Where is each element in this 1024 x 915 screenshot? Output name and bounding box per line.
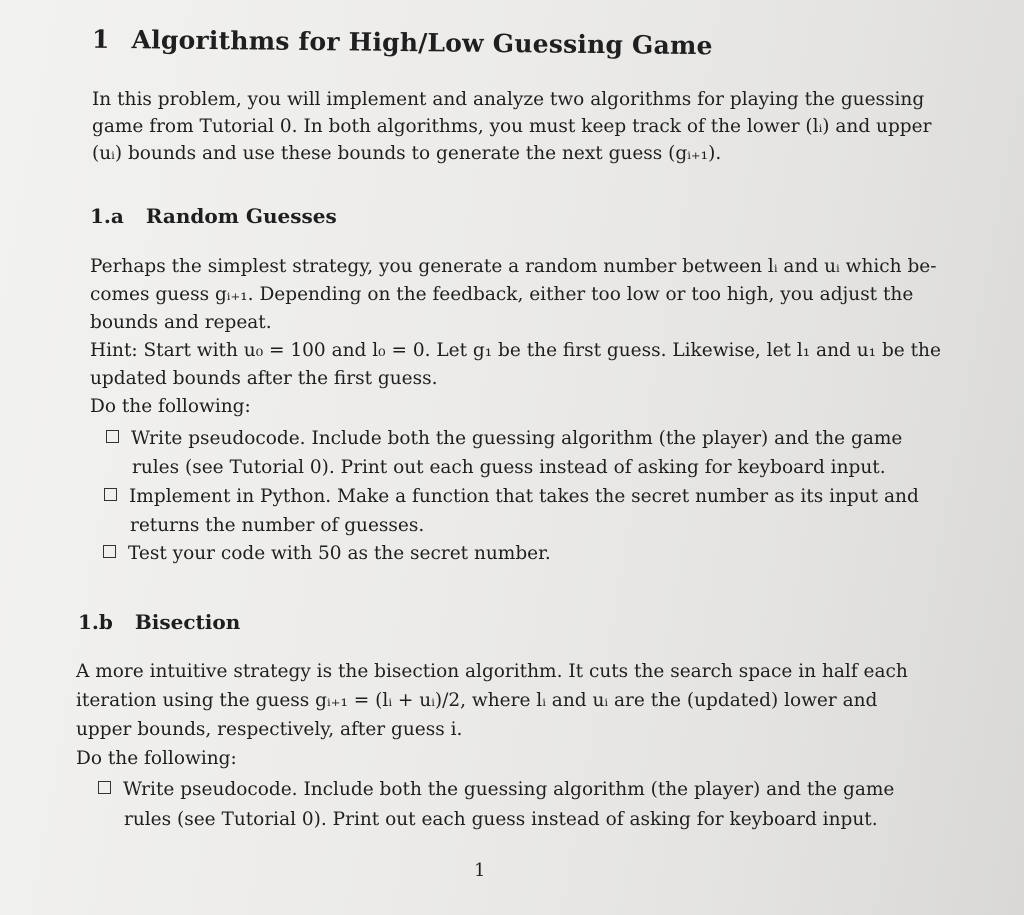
task-text: Write pseudocode. Include both the guessing algorithm (the player) and the game <box>123 779 895 800</box>
subsection-a-title: Random Guesses <box>145 204 337 228</box>
paragraph-line: A more intuitive strategy is the bisection algorithm. It cuts the search space in half each <box>76 661 908 682</box>
intro-paragraph <box>92 86 932 167</box>
subsection-a-paragraph <box>90 253 941 421</box>
section-title: Algorithms for High/Low Guessing Game <box>131 25 713 61</box>
task-item <box>98 775 894 835</box>
paragraph-line: bounds and repeat. <box>90 312 272 333</box>
task-text-continued: rules (see Tutorial 0). Print out each guess instead of asking for keyboard input. <box>124 809 878 830</box>
subsection-b-heading <box>78 610 240 634</box>
task-text-continued: returns the number of guesses. <box>130 515 425 536</box>
checkbox-icon <box>98 781 111 794</box>
intro-line: In this problem, you will implement and analyze two algorithms for playing the guessing <box>92 89 925 110</box>
task-item <box>104 482 919 540</box>
subsection-a-number: 1.a <box>90 204 124 228</box>
intro-line: game from Tutorial 0. In both algorithms, you must keep track of the lower (lᵢ) and upper <box>92 116 932 137</box>
task-text: Write pseudocode. Include both the guessing algorithm (the player) and the game <box>131 428 903 449</box>
subsection-b-number: 1.b <box>78 610 113 634</box>
checkbox-icon <box>103 545 116 558</box>
section-heading <box>92 25 713 60</box>
paragraph-line: upper bounds, respectively, after guess i. <box>76 719 463 740</box>
task-text: Implement in Python. Make a function that takes the secret number as its input and <box>129 486 919 507</box>
checkbox-icon <box>106 430 119 443</box>
task-text-continued: rules (see Tutorial 0). Print out each guess instead of asking for keyboard input. <box>132 457 886 478</box>
subsection-b-paragraph <box>76 657 908 773</box>
instruction-line: Do the following: <box>90 396 251 417</box>
section-number: 1 <box>91 24 110 54</box>
instruction-line: Do the following: <box>76 748 237 769</box>
task-item <box>103 539 551 568</box>
intro-line: (uᵢ) bounds and use these bounds to generate the next guess (gᵢ₊₁). <box>92 143 722 164</box>
subsection-a-heading <box>90 204 337 228</box>
hint-line: updated bounds after the first guess. <box>90 368 438 389</box>
checkbox-icon <box>104 488 117 501</box>
paragraph-line: iteration using the guess gᵢ₊₁ = (lᵢ + uᵢ)/2, where lᵢ and uᵢ are the (updated) lower and <box>76 690 878 711</box>
page-number: 1 <box>474 860 486 881</box>
hint-line: Hint: Start with u₀ = 100 and l₀ = 0. Let g₁ be the first guess. Likewise, let l₁ and u₁ be the <box>90 340 941 361</box>
task-item <box>106 424 902 482</box>
paragraph-line: comes guess gᵢ₊₁. Depending on the feedback, either too low or too high, you adjust the <box>90 284 914 305</box>
task-text: Test your code with 50 as the secret number. <box>128 543 551 564</box>
subsection-b-title: Bisection <box>134 610 241 634</box>
paragraph-line: Perhaps the simplest strategy, you generate a random number between lᵢ and uᵢ which be- <box>90 256 937 277</box>
